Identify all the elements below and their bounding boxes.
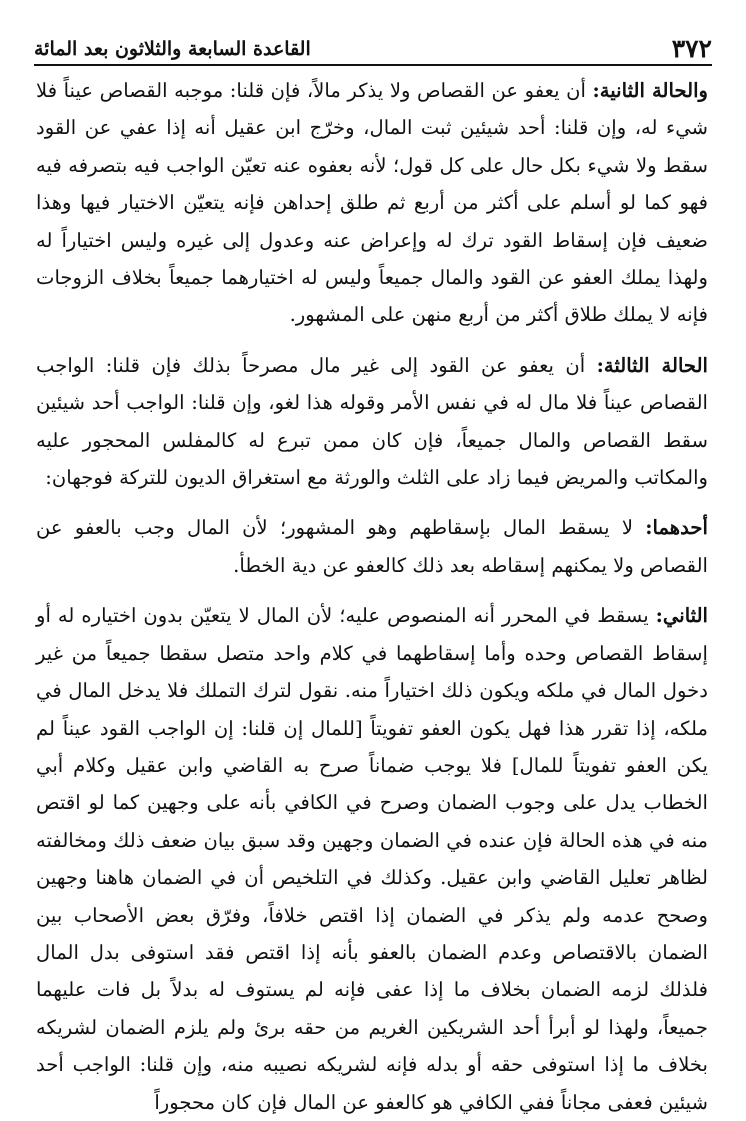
paragraph-text: يسقط في المحرر أنه المنصوص عليه؛ لأن المال لا يتعيّن بدون اختياره له أو إسقاط القصاص وحده وأما إسقاطهما في كلام واحد متصل سقطا جميعاً من غير دخول المال في ملكه ويكون ذلك اختياراً منه. نقول لترك التملك فلا يدخل المال في ملكه، إذا تقرر هذا فهل يكون العفو تفويتاً [للمال إن قلنا: إن الواجب القود عيناً لم يكن العفو تفويتاً للمال] فلا يوجب ضماناً صرح به القاضي وابن عقيل وكلام أبي الخطاب يدل على وجوب الضمان وصرح في الكافي بأنه على وجهين كما لو اقتص منه في هذه الحالة فإن عنده في الضمان وجهين وقد سبق بيان ضعف ذلك ومخالفته لظاهر تعليل القاضي وابن عقيل. وكذلك في التلخيص أن في الضمان هاهنا وجهين وصحح عدمه ولم يذكر في الضمان إذا اقتص خلافاً، وفرّق بعض الأصحاب بين الضمان بالاقتصاص وعدم الضمان بالعفو بأنه إذا اقتص فقد استوفى بدل المال فلذلك لزمه الضمان بخلاف ما إذا عفى فإنه لم يستوف له بدلاً بل فات عليهما جميعاً، ولهذا لو أبرأ أحد الشريكين الغريم من حقه برئ ولم يلزم الضمان لشريكه بخلاف ما إذا استوفى حقه أو بدله فإنه لشريكه نصيبه منه، وإن قلنا: الواجب أحد شيئين فعفى مجاناً ففي الكافي هو كالعفو عن المال فإن كان محجوراً — [36, 604, 708, 1114]
paragraph-third-case — [36, 347, 708, 497]
paragraph-lead: الحالة الثالثة: — [596, 353, 708, 377]
paragraph-text: أن يعفو عن القصاص ولا يذكر مالاً، فإن قلنا: موجبه القصاص عيناً فلا شيء له، وإن قلنا: أحد شيئين ثبت المال، وخرّج ابن عقيل أنه إذا عفي عن القود سقط ولا شيء بكل حال على كل قول؛ لأنه بعفوه عنه تعيّن الواجب فيه بتصرفه فيه فهو كما لو أسلم على أكثر من أربع ثم طلق إحداهن فإنه يتعيّن الاختيار فيها وهذا ضعيف فإن إسقاط القود ترك له وإعراض عنه وعدول إلى غيره وليس اختياراً له ولهذا يملك العفو عن القود والمال جميعاً وليس له اختيارهما جميعاً بخلاف الزوجات فإنه لا يملك طلاق أكثر من أربع منهن على المشهور. — [36, 79, 708, 327]
running-header — [34, 30, 712, 66]
page-number: ٣٧٢ — [671, 34, 712, 63]
paragraph-lead: الثاني: — [655, 604, 708, 628]
paragraph-second-case — [36, 72, 708, 334]
paragraph-lead: والحالة الثانية: — [592, 79, 708, 102]
paragraph-lead: أحدهما: — [645, 516, 708, 540]
text-body — [36, 72, 708, 1121]
running-title: القاعدة السابعة والثلاثون بعد المائة — [34, 38, 311, 60]
paragraph-first-view — [36, 509, 708, 584]
paragraph-second-view — [36, 597, 708, 1121]
paragraph-text: لا يسقط المال بإسقاطهم وهو المشهور؛ لأن المال وجب بالعفو عن القصاص ولا يمكنهم إسقاطه بعد ذلك كالعفو عن دية الخطأ. — [36, 516, 708, 577]
paragraph-text: أن يعفو عن القود إلى غير مال مصرحاً بذلك فإن قلنا: الواجب القصاص عيناً فلا مال له في نفس الأمر وقوله هذا لغو، وإن قلنا: الواجب أحد شيئين سقط القصاص والمال جميعاً، فإن كان ممن تبرع له كالمفلس المحجور عليه والمكاتب والمريض فيما زاد على الثلث والورثة مع استغراق الديون للتركة فوجهان: — [36, 353, 708, 490]
